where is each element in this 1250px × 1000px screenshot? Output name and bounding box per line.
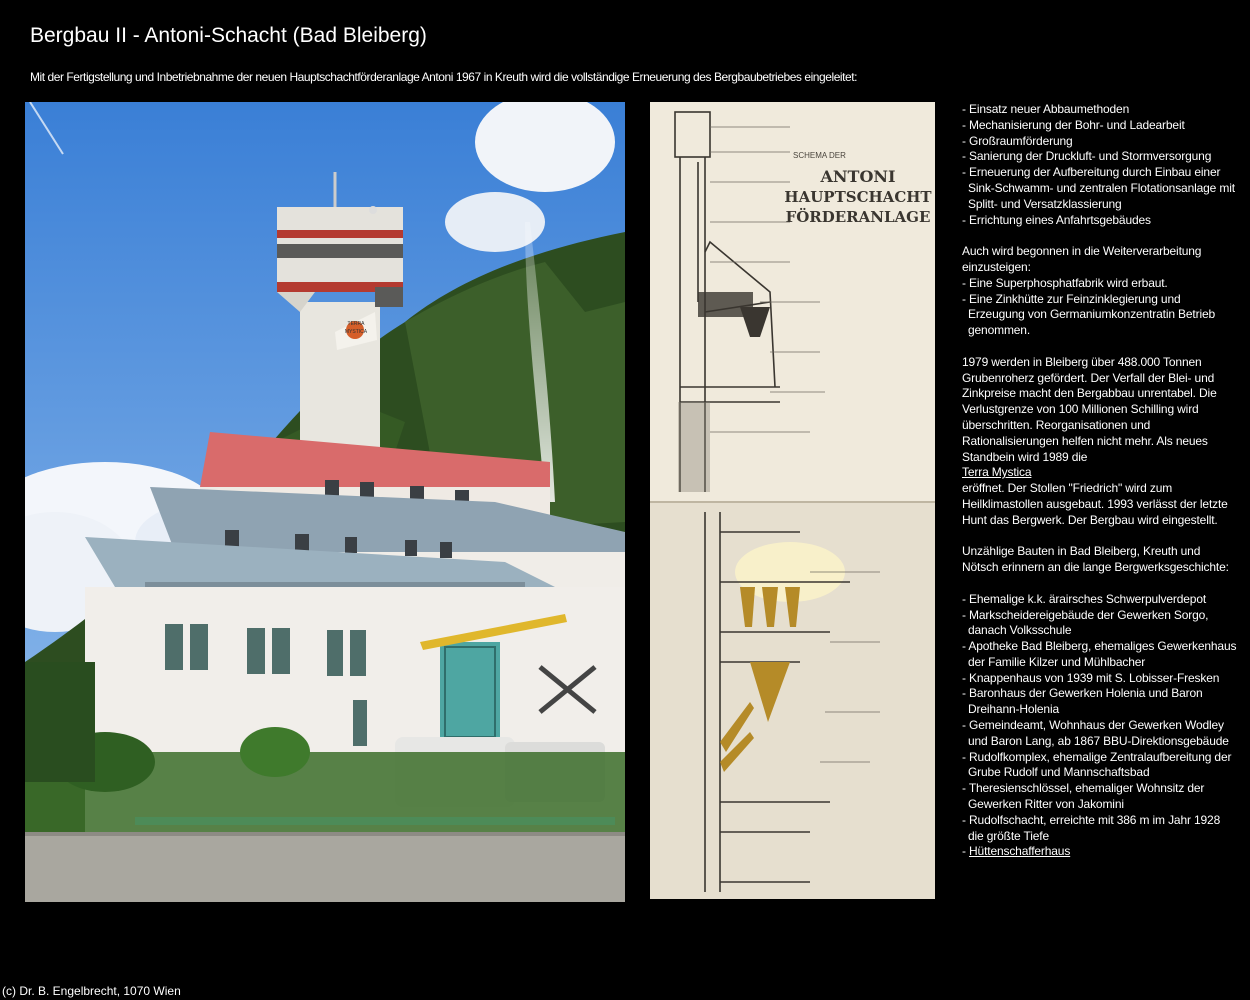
paragraph-history-continued: eröffnet. Der Stollen "Friedrich" wird zum Heilklimastollen ausgebaut. 1993 verlässt der letzte Hunt das Bergwerk. Der Bergbau wird eingestellt. [962,481,1228,527]
list-item: - Knappenhaus von 1939 mit S. Lobisser-Fresken [962,671,1237,687]
list-item: - Theresienschlössel, ehemaliger Wohnsitz der Gewerken Ritter von Jakomini [962,781,1237,813]
sign-text-bottom: MYSTICA [344,329,368,335]
list-item: - Sanierung der Druckluft- und Stormversorgung [962,149,1237,165]
list-item: - Apotheke Bad Bleiberg, ehemaliges Gewerkenhaus der Familie Kilzer und Mühlbacher [962,639,1237,671]
paragraph-history: 1979 werden in Bleiberg über 488.000 Tonnen Grubenroherz gefördert. Der Verfall der Blei- und Zinkpreise macht den Bergabbau unrentabel. Die Verlustgrenze von 100 Millionen Schilling wird überschritten. Reorganisationen und Rationalisierungen helfen nicht mehr. Als neues Standbein wird 1989 die [962,354,1217,464]
list-item: - Baronhaus der Gewerken Holenia und Baron Dreihann-Holenia [962,686,1237,718]
page-title: Bergbau II - Antoni-Schacht (Bad Bleiberg) [30,24,427,47]
list-item: - Gemeindeamt, Wohnhaus der Gewerken Wodley und Baron Lang, ab 1867 BBU-Direktionsgebäude [962,718,1237,750]
paragraph-buildings: Unzählige Bauten in Bad Bleiberg, Kreuth und Nötsch erinnern an die lange Bergwerksgeschichte: [962,544,1229,575]
huettenschafferhaus-link[interactable]: Hüttenschafferhaus [969,844,1071,859]
diagram-heading-2: HAUPTSCHACHT [784,188,932,206]
list-item: - Rudolfschacht, erreichte mit 386 m im Jahr 1928 die größte Tiefe [962,813,1237,845]
list-item: - Großraumförderung [962,134,1237,150]
list-item: - Einsatz neuer Abbaumethoden [962,102,1237,118]
list-item: - Eine Superphosphatfabrik wird erbaut. [962,276,1237,292]
diagram-schema-label: SCHEMA DER [793,151,846,160]
diagram-heading-1: ANTONI [820,167,896,186]
info-sidebar [962,102,1237,860]
intro-text: Mit der Fertigstellung und Inbetriebnahme der neuen Hauptschachtförderanlage Antoni 1967 in Kreuth wird die vollständige Erneuerung des Bergbaubetriebes eingeleitet: [30,70,858,84]
shaft-scheme-drawing [650,102,935,899]
list-item: - Eine Zinkhütte zur Feinzinklegierung und Erzeugung von Germaniumkonzentratin Betrieb genommen. [962,292,1237,339]
sign-text-top: TERRA [347,321,365,327]
list-item: - Mechanisierung der Bohr- und Ladearbeit [962,118,1237,134]
list-item: - Rudolfkomplex, ehemalige Zentralaufbereitung der Grube Rudolf und Mannschaftsbad [962,750,1237,782]
list-item: - Erneuerung der Aufbereitung durch Einbau einer Sink-Schwamm- und zentralen Flotationsanlage mit Splitt- und Versatzklassierung [962,165,1237,212]
list-item: - Markscheidereigebäude der Gewerken Sorgo, danach Volksschule [962,608,1237,640]
list-item: - Errichtung eines Anfahrtsgebäudes [962,213,1237,229]
copyright-footer: (c) Dr. B. Engelbrecht, 1070 Wien [2,984,181,998]
list-item: - Ehemalige k.k. ärairsches Schwerpulverdepot [962,592,1237,608]
paragraph-weiterverarbeitung: Auch wird begonnen in die Weiterverarbeitung einzusteigen: [962,244,1202,274]
antoni-shaft-photo [25,102,625,902]
diagram-heading-3: FÖRDERANLAGE [785,208,931,226]
terra-mystica-link[interactable]: Terra Mystica [962,465,1032,480]
